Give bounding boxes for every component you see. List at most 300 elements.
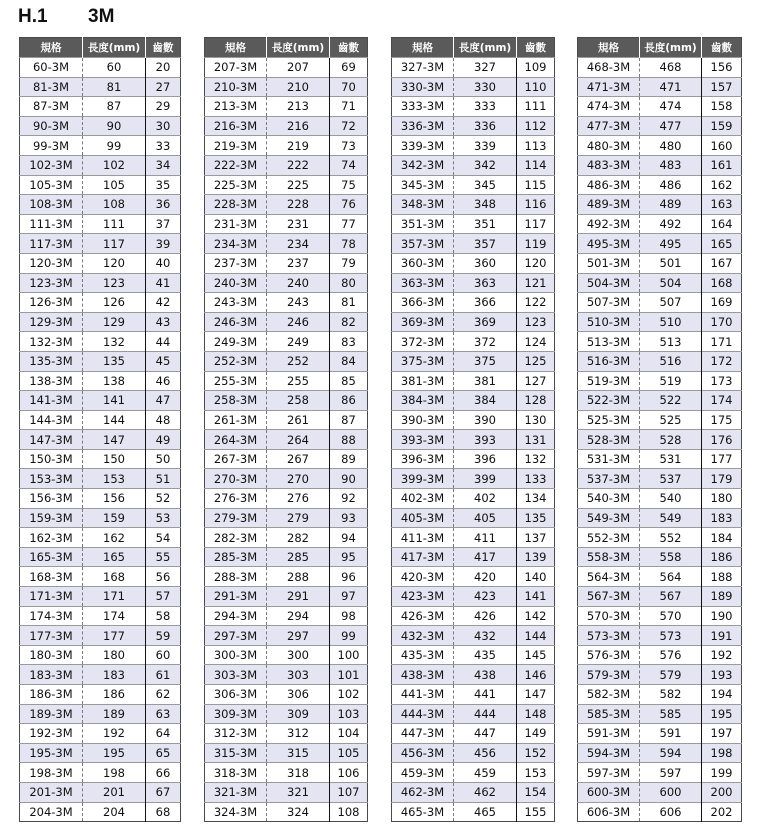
table-row (205, 587, 368, 607)
spec-cell: 495-3M (578, 234, 640, 254)
length-cell: 357 (454, 234, 517, 254)
spec-cell: 261-3M (205, 410, 267, 430)
spec-cell: 471-3M (578, 77, 640, 97)
spec-cell: 513-3M (578, 332, 640, 352)
length-cell: 141 (83, 391, 146, 411)
length-cell: 258 (267, 391, 330, 411)
spec-cell: 327-3M (392, 58, 454, 78)
table-row (205, 97, 368, 117)
table-row (392, 782, 555, 802)
table-row (20, 253, 181, 273)
teeth-cell: 172 (702, 351, 742, 371)
spec-cell: 60-3M (20, 58, 83, 78)
table-row (578, 351, 742, 371)
spec-cell: 264-3M (205, 430, 267, 450)
table-row (392, 77, 555, 97)
length-cell: 237 (267, 253, 330, 273)
spec-cell: 528-3M (578, 430, 640, 450)
teeth-cell: 40 (146, 253, 181, 273)
table-row (205, 273, 368, 293)
table-row (392, 195, 555, 215)
length-cell: 465 (454, 802, 517, 822)
table-row (20, 234, 181, 254)
spec-cell: 228-3M (205, 195, 267, 215)
spec-cell: 525-3M (578, 410, 640, 430)
table-row (578, 528, 742, 548)
teeth-cell: 144 (517, 626, 555, 646)
length-cell: 303 (267, 665, 330, 685)
table-row (20, 782, 181, 802)
teeth-cell: 98 (330, 606, 368, 626)
length-cell: 168 (83, 567, 146, 587)
spec-cell: 225-3M (205, 175, 267, 195)
teeth-cell: 79 (330, 253, 368, 273)
teeth-cell: 199 (702, 763, 742, 783)
table-row (578, 469, 742, 489)
teeth-cell: 157 (702, 77, 742, 97)
teeth-cell: 57 (146, 587, 181, 607)
teeth-cell: 71 (330, 97, 368, 117)
teeth-cell: 174 (702, 391, 742, 411)
spec-cell: 207-3M (205, 58, 267, 78)
length-cell: 297 (267, 626, 330, 646)
length-cell: 306 (267, 685, 330, 705)
teeth-cell: 169 (702, 293, 742, 313)
length-cell: 510 (640, 312, 702, 332)
length-cell: 201 (83, 782, 146, 802)
table-row (205, 724, 368, 744)
length-cell: 246 (267, 312, 330, 332)
spec-cell: 405-3M (392, 508, 454, 528)
teeth-cell: 70 (330, 77, 368, 97)
spec-cell: 426-3M (392, 606, 454, 626)
spec-cell: 249-3M (205, 332, 267, 352)
teeth-cell: 161 (702, 155, 742, 175)
length-cell: 420 (454, 567, 517, 587)
table-row (578, 371, 742, 391)
table-row (392, 391, 555, 411)
table-row (205, 155, 368, 175)
table-row (205, 782, 368, 802)
length-cell: 210 (267, 77, 330, 97)
spec-cell: 183-3M (20, 665, 83, 685)
teeth-cell: 200 (702, 782, 742, 802)
table-row (392, 273, 555, 293)
teeth-cell: 114 (517, 155, 555, 175)
spec-cell: 402-3M (392, 489, 454, 509)
teeth-cell: 123 (517, 312, 555, 332)
spec-cell: 189-3M (20, 704, 83, 724)
length-cell: 501 (640, 253, 702, 273)
table-row (205, 312, 368, 332)
table-row (205, 567, 368, 587)
header-teeth: 齒數 (146, 38, 181, 58)
table-row (392, 763, 555, 783)
teeth-cell: 197 (702, 724, 742, 744)
table-row (578, 587, 742, 607)
teeth-cell: 48 (146, 410, 181, 430)
length-cell: 396 (454, 449, 517, 469)
length-cell: 417 (454, 547, 517, 567)
spec-cell: 504-3M (578, 273, 640, 293)
table-row (20, 547, 181, 567)
length-cell: 480 (640, 136, 702, 156)
teeth-cell: 116 (517, 195, 555, 215)
spec-cell: 222-3M (205, 155, 267, 175)
table-row (578, 626, 742, 646)
spec-cell: 384-3M (392, 391, 454, 411)
teeth-cell: 61 (146, 665, 181, 685)
spec-cell: 435-3M (392, 645, 454, 665)
table-row (578, 136, 742, 156)
spec-cell: 102-3M (20, 155, 83, 175)
teeth-cell: 83 (330, 332, 368, 352)
table-row (205, 58, 368, 78)
table-row (20, 312, 181, 332)
header-length: 長度(mm) (83, 38, 146, 58)
teeth-cell: 95 (330, 547, 368, 567)
table-row (392, 665, 555, 685)
length-cell: 312 (267, 724, 330, 744)
length-cell: 231 (267, 214, 330, 234)
teeth-cell: 135 (517, 508, 555, 528)
length-cell: 372 (454, 332, 517, 352)
teeth-cell: 147 (517, 685, 555, 705)
length-cell: 525 (640, 410, 702, 430)
table-row (20, 489, 181, 509)
length-cell: 234 (267, 234, 330, 254)
length-cell: 174 (83, 606, 146, 626)
table-row (20, 195, 181, 215)
teeth-cell: 85 (330, 371, 368, 391)
length-cell: 423 (454, 587, 517, 607)
spec-cell: 216-3M (205, 116, 267, 136)
table-row (392, 645, 555, 665)
spec-cell: 465-3M (392, 802, 454, 822)
teeth-cell: 125 (517, 351, 555, 371)
length-cell: 102 (83, 155, 146, 175)
length-cell: 393 (454, 430, 517, 450)
teeth-cell: 195 (702, 704, 742, 724)
teeth-cell: 92 (330, 489, 368, 509)
length-cell: 318 (267, 763, 330, 783)
length-cell: 207 (267, 58, 330, 78)
teeth-cell: 29 (146, 97, 181, 117)
table-row (578, 97, 742, 117)
spec-cell: 510-3M (578, 312, 640, 332)
length-cell: 402 (454, 489, 517, 509)
length-cell: 333 (454, 97, 517, 117)
table-row (20, 58, 181, 78)
spec-cell: 516-3M (578, 351, 640, 371)
teeth-cell: 146 (517, 665, 555, 685)
table-row (205, 508, 368, 528)
teeth-cell: 99 (330, 626, 368, 646)
length-cell: 477 (640, 116, 702, 136)
teeth-cell: 175 (702, 410, 742, 430)
length-cell: 153 (83, 469, 146, 489)
table-row (20, 685, 181, 705)
length-cell: 456 (454, 743, 517, 763)
length-cell: 147 (83, 430, 146, 450)
table-row (205, 606, 368, 626)
spec-cell: 321-3M (205, 782, 267, 802)
teeth-cell: 72 (330, 116, 368, 136)
length-cell: 222 (267, 155, 330, 175)
spec-cell: 549-3M (578, 508, 640, 528)
spec-cell: 231-3M (205, 214, 267, 234)
length-cell: 486 (640, 175, 702, 195)
table-row (392, 312, 555, 332)
length-cell: 165 (83, 547, 146, 567)
teeth-cell: 63 (146, 704, 181, 724)
spec-cell: 552-3M (578, 528, 640, 548)
teeth-cell: 162 (702, 175, 742, 195)
spec-cell: 240-3M (205, 273, 267, 293)
teeth-cell: 120 (517, 253, 555, 273)
spec-cell: 441-3M (392, 685, 454, 705)
table-row (205, 704, 368, 724)
spec-cell: 393-3M (392, 430, 454, 450)
length-cell: 438 (454, 665, 517, 685)
spec-cell: 456-3M (392, 743, 454, 763)
table-row (205, 77, 368, 97)
teeth-cell: 145 (517, 645, 555, 665)
teeth-cell: 192 (702, 645, 742, 665)
spec-cell: 597-3M (578, 763, 640, 783)
length-cell: 399 (454, 469, 517, 489)
table-row (392, 155, 555, 175)
table-row (578, 293, 742, 313)
spec-cell: 177-3M (20, 626, 83, 646)
teeth-cell: 96 (330, 567, 368, 587)
table-row (578, 410, 742, 430)
spec-cell: 348-3M (392, 195, 454, 215)
length-cell: 327 (454, 58, 517, 78)
table-row (205, 391, 368, 411)
teeth-cell: 47 (146, 391, 181, 411)
table-row (20, 645, 181, 665)
spec-cell: 303-3M (205, 665, 267, 685)
header-spec: 規格 (205, 38, 267, 58)
length-cell: 606 (640, 802, 702, 822)
teeth-cell: 62 (146, 685, 181, 705)
teeth-cell: 80 (330, 273, 368, 293)
teeth-cell: 153 (517, 763, 555, 783)
table-row (205, 449, 368, 469)
teeth-cell: 109 (517, 58, 555, 78)
length-cell: 441 (454, 685, 517, 705)
teeth-cell: 104 (330, 724, 368, 744)
spec-cell: 318-3M (205, 763, 267, 783)
spec-cell: 576-3M (578, 645, 640, 665)
length-cell: 537 (640, 469, 702, 489)
table-row (20, 665, 181, 685)
teeth-cell: 164 (702, 214, 742, 234)
length-cell: 144 (83, 410, 146, 430)
spec-cell: 186-3M (20, 685, 83, 705)
spec-cell: 81-3M (20, 77, 83, 97)
table-row (205, 626, 368, 646)
length-cell: 285 (267, 547, 330, 567)
spec-cell: 336-3M (392, 116, 454, 136)
teeth-cell: 131 (517, 430, 555, 450)
table-row (392, 175, 555, 195)
teeth-cell: 60 (146, 645, 181, 665)
length-cell: 585 (640, 704, 702, 724)
spec-cell: 252-3M (205, 351, 267, 371)
teeth-cell: 191 (702, 626, 742, 646)
spec-cell: 156-3M (20, 489, 83, 509)
spec-cell: 489-3M (578, 195, 640, 215)
teeth-cell: 86 (330, 391, 368, 411)
table-row (392, 410, 555, 430)
length-cell: 351 (454, 214, 517, 234)
teeth-cell: 108 (330, 802, 368, 822)
table-row (392, 136, 555, 156)
teeth-cell: 176 (702, 430, 742, 450)
header-length: 長度(mm) (454, 38, 517, 58)
teeth-cell: 74 (330, 155, 368, 175)
teeth-cell: 82 (330, 312, 368, 332)
table-row (578, 195, 742, 215)
table-row (578, 645, 742, 665)
length-cell: 513 (640, 332, 702, 352)
spec-cell: 474-3M (578, 97, 640, 117)
teeth-cell: 27 (146, 77, 181, 97)
length-cell: 360 (454, 253, 517, 273)
teeth-cell: 105 (330, 743, 368, 763)
header-teeth: 齒數 (702, 38, 742, 58)
teeth-cell: 46 (146, 371, 181, 391)
teeth-cell: 78 (330, 234, 368, 254)
spec-cell: 345-3M (392, 175, 454, 195)
spec-cell: 201-3M (20, 782, 83, 802)
table-row (392, 469, 555, 489)
table-row (205, 371, 368, 391)
spec-cell: 171-3M (20, 587, 83, 607)
table-row (20, 273, 181, 293)
length-cell: 126 (83, 293, 146, 313)
table-row (205, 489, 368, 509)
teeth-cell: 77 (330, 214, 368, 234)
header-spec: 規格 (20, 38, 83, 58)
teeth-cell: 141 (517, 587, 555, 607)
table-row (578, 253, 742, 273)
spec-cell: 150-3M (20, 449, 83, 469)
length-cell: 435 (454, 645, 517, 665)
length-cell: 522 (640, 391, 702, 411)
table-row (392, 430, 555, 450)
table-row (392, 743, 555, 763)
length-cell: 348 (454, 195, 517, 215)
table-row (20, 136, 181, 156)
spec-cell: 411-3M (392, 528, 454, 548)
length-cell: 570 (640, 606, 702, 626)
section-number: H.1 (18, 6, 48, 27)
spec-cell: 309-3M (205, 704, 267, 724)
table-row (20, 97, 181, 117)
spec-cell: 198-3M (20, 763, 83, 783)
length-cell: 213 (267, 97, 330, 117)
teeth-cell: 69 (330, 58, 368, 78)
length-cell: 489 (640, 195, 702, 215)
table-row (205, 802, 368, 822)
spec-cell: 168-3M (20, 567, 83, 587)
table-row (392, 685, 555, 705)
spec-cell: 132-3M (20, 332, 83, 352)
spec-cell: 99-3M (20, 136, 83, 156)
length-cell: 597 (640, 763, 702, 783)
length-cell: 381 (454, 371, 517, 391)
table-row (392, 332, 555, 352)
spec-cell: 105-3M (20, 175, 83, 195)
length-cell: 369 (454, 312, 517, 332)
table-row (392, 351, 555, 371)
table-row (205, 645, 368, 665)
teeth-cell: 66 (146, 763, 181, 783)
teeth-cell: 64 (146, 724, 181, 744)
length-cell: 288 (267, 567, 330, 587)
table-row (205, 116, 368, 136)
spec-cell: 573-3M (578, 626, 640, 646)
length-cell: 519 (640, 371, 702, 391)
length-cell: 117 (83, 234, 146, 254)
length-cell: 558 (640, 547, 702, 567)
spec-cell: 447-3M (392, 724, 454, 744)
spec-cell: 120-3M (20, 253, 83, 273)
length-cell: 279 (267, 508, 330, 528)
table-row (20, 469, 181, 489)
table-row (392, 547, 555, 567)
table-row (578, 155, 742, 175)
table-row (20, 77, 181, 97)
table-row (20, 410, 181, 430)
table-row (578, 175, 742, 195)
teeth-cell: 35 (146, 175, 181, 195)
teeth-cell: 103 (330, 704, 368, 724)
table-row (392, 293, 555, 313)
spec-cell: 366-3M (392, 293, 454, 313)
table-row (578, 391, 742, 411)
spec-cell: 219-3M (205, 136, 267, 156)
teeth-cell: 65 (146, 743, 181, 763)
spec-cell: 531-3M (578, 449, 640, 469)
length-cell: 495 (640, 234, 702, 254)
teeth-cell: 88 (330, 430, 368, 450)
length-cell: 138 (83, 371, 146, 391)
spec-cell: 351-3M (392, 214, 454, 234)
spec-cell: 357-3M (392, 234, 454, 254)
table-row (392, 626, 555, 646)
length-cell: 579 (640, 665, 702, 685)
spec-cell: 90-3M (20, 116, 83, 136)
teeth-cell: 163 (702, 195, 742, 215)
belt-table-3 (391, 37, 555, 822)
spec-cell: 594-3M (578, 743, 640, 763)
spec-cell: 282-3M (205, 528, 267, 548)
spec-cell: 129-3M (20, 312, 83, 332)
table-row (392, 214, 555, 234)
table-row (20, 430, 181, 450)
table-row (578, 724, 742, 744)
spec-cell: 462-3M (392, 782, 454, 802)
spec-cell: 312-3M (205, 724, 267, 744)
teeth-cell: 132 (517, 449, 555, 469)
header-row (20, 38, 181, 58)
spec-cell: 300-3M (205, 645, 267, 665)
table-row (20, 724, 181, 744)
